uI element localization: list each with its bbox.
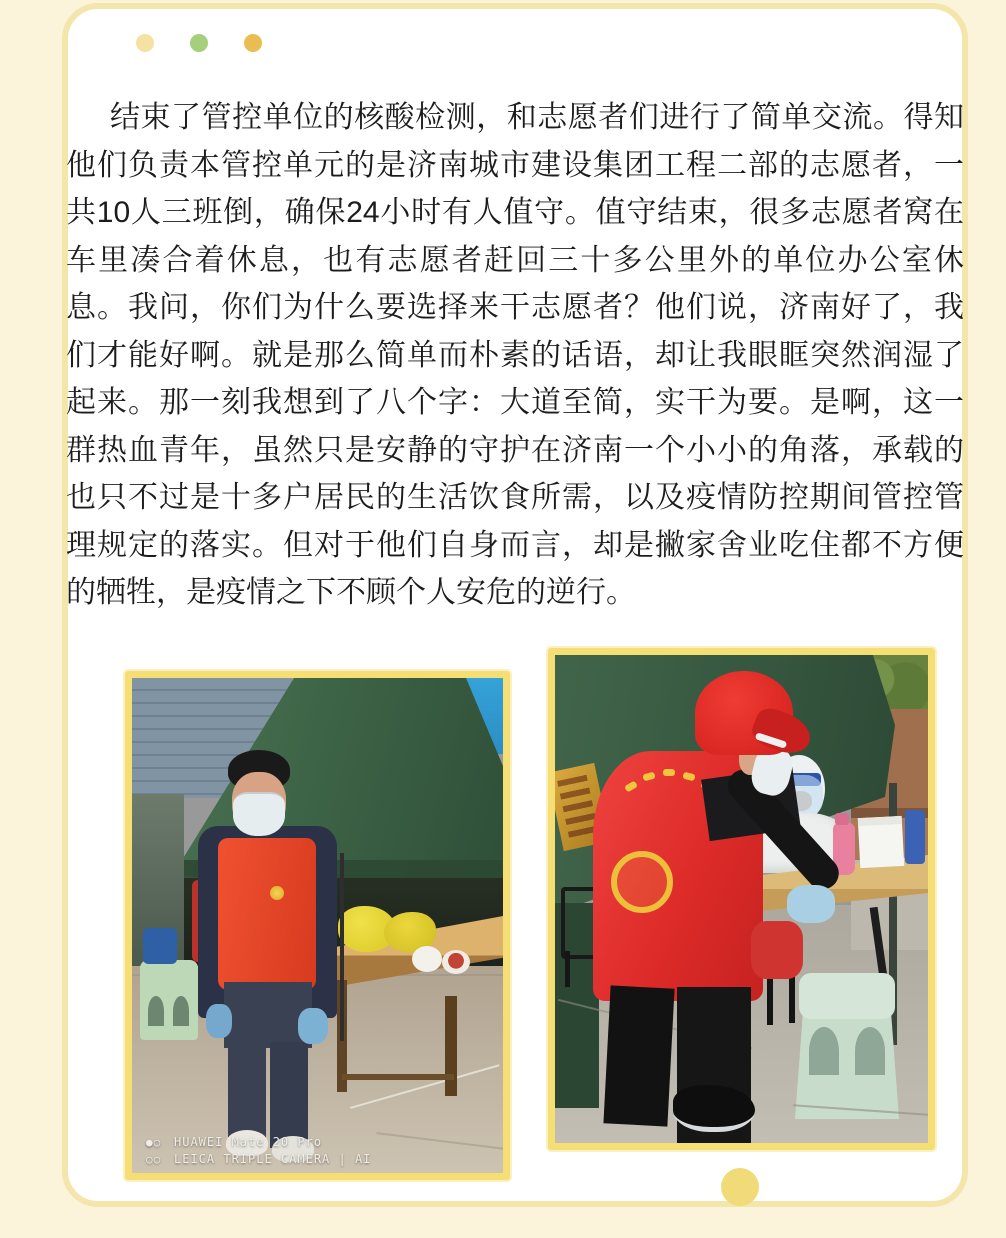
bottom-yellow-dot-icon xyxy=(721,1168,759,1206)
blue-sanitizer-bottle xyxy=(905,810,925,864)
paper-roll xyxy=(412,946,442,972)
camera-watermark xyxy=(146,1134,371,1168)
stool-arch xyxy=(173,996,189,1026)
vest-arc-text xyxy=(663,769,675,776)
stool-arch xyxy=(809,1027,839,1075)
article-paragraph: 结束了管控单位的核酸检测，和志愿者们进行了简单交流。得知他们负责本管控单元的是济南城市建设集团工程二部的志愿者，一共10人三班倒，确保24小时有人值守。值守结束，很多志愿者窝在车里凑合着休息，也有志愿者赶回三十多公里外的单位办公室休息。我问，你们为什么要选择来干志愿者？他们说，济南好了，我们才能好啊。就是那么简单而朴素的话语，却让我眼眶突然润湿了起来。那一刻我想到了八个字：大道至简，实干为要。是啊，这一群热血青年，虽然只是安静的守护在济南一个小小的角落，承载的也只不过是十多户居民的生活饮食所需，以及疫情防控期间管控管理规定的落实。但对于他们自身而言，却是撇家舍业吃住都不方便的牺牲，是疫情之下不顾个人安危的逆行。 xyxy=(66,101,964,609)
chair-leg xyxy=(565,951,570,987)
article-body xyxy=(66,94,964,617)
blue-glove xyxy=(787,885,835,923)
blue-water-can xyxy=(143,928,177,964)
lens-dots-icon: ●○ xyxy=(146,1136,162,1149)
gold-dot-icon xyxy=(244,34,262,52)
green-dot-icon xyxy=(190,34,208,52)
pale-yellow-dot-icon xyxy=(136,34,154,52)
tent-pole xyxy=(340,853,344,1041)
photo-testing-table[interactable] xyxy=(548,648,935,1150)
red-bowl xyxy=(442,950,470,974)
lens-dots-icon: ○○ xyxy=(146,1153,162,1166)
vest-emblem xyxy=(270,886,284,900)
watermark-line1: ●○ HUAWEI Mate 20 Pro xyxy=(146,1135,323,1149)
stool-arch xyxy=(148,996,164,1026)
spray-nozzle xyxy=(835,813,849,825)
watermark-line2: ○○ LEICA TRIPLE CAMERA | AI xyxy=(146,1152,372,1166)
trouser-leg xyxy=(270,1042,308,1148)
vest-emblem xyxy=(611,851,673,913)
stool-arch xyxy=(855,1027,885,1075)
green-plastic-stool xyxy=(140,960,198,1040)
red-volunteer-vest xyxy=(218,838,316,990)
black-sneaker xyxy=(673,1085,755,1132)
red-bag xyxy=(751,921,803,979)
trouser-leg xyxy=(603,985,674,1126)
table-stretcher xyxy=(342,1074,454,1080)
decorative-dots-row xyxy=(136,34,262,52)
table-leg xyxy=(445,996,457,1096)
blue-glove xyxy=(298,1008,328,1044)
trouser-leg xyxy=(228,1040,266,1140)
blue-glove xyxy=(206,1004,232,1038)
face-mask xyxy=(233,792,285,836)
stool-top xyxy=(799,973,895,1019)
white-info-card xyxy=(858,816,905,868)
photo-volunteer-standing[interactable] xyxy=(125,671,510,1180)
